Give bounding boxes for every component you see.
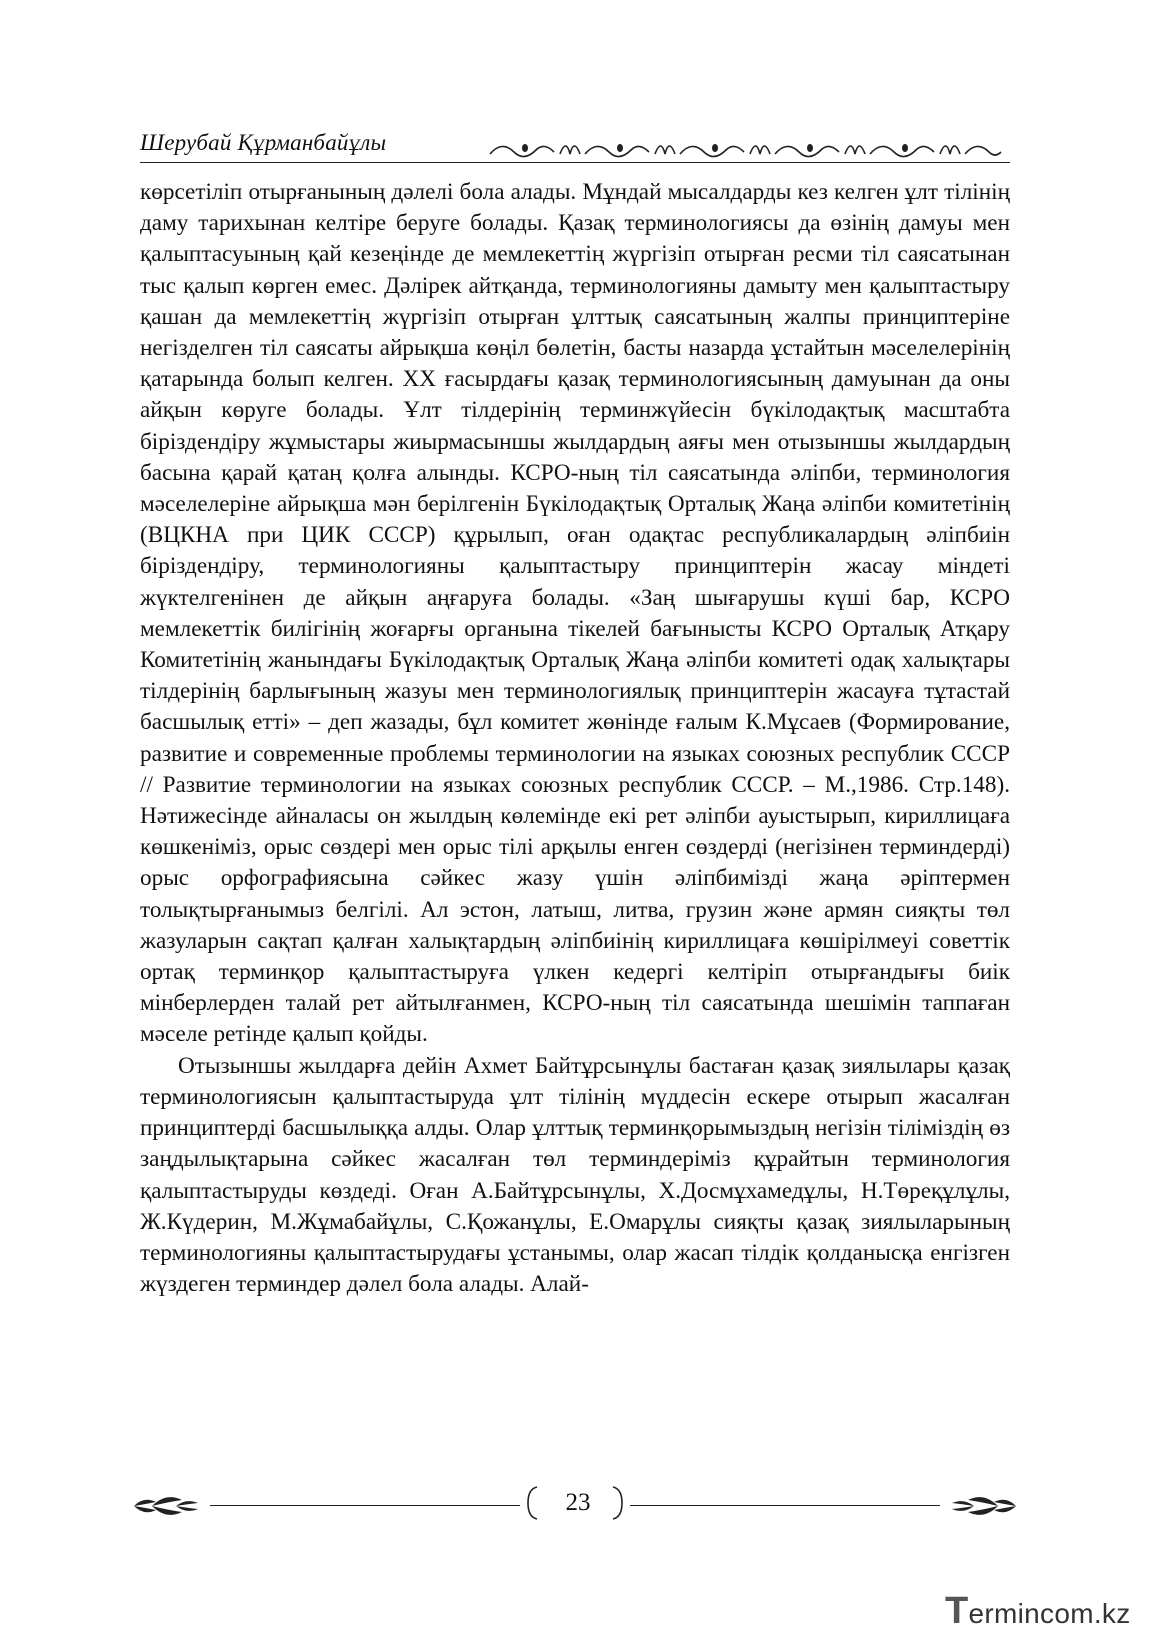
watermark-initial: T: [945, 1590, 969, 1632]
header-rule: [140, 162, 1010, 163]
leaf-ornament-left-icon: [132, 1489, 212, 1523]
paragraph-2: Отызыншы жылдарға дейін Ахмет Байтұрсынұлы бастаған қазақ зиялылары қазақ терминологиясын қалыптастыруда ұлт тілінің мүддесін ескере отырып жасалған принциптерді басшылыққа алды. Олар ұлттық терминқорымыздың негізін тіліміздің өз заңдылықтарына сәйкес жасалған төл терминдеріміз құрайтын терминология қалыптастыруды көздеді. Оған А.Байтұрсынұлы, Х.Досмұхамедұлы, Н.Төреқұлұлы, Ж.Күдерин, М.Жұмабайұлы, С.Қожанұлы, Е.Омарұлы сияқты қазақ зиялыларының терминологияны қалыптастырудағы ұстанымы, олар жасап тілдік қолданысқа енгізген жүздеген терминдер дәлел бола алады. Алай-: [140, 1052, 1010, 1298]
page-footer: [140, 1485, 1010, 1525]
footer-rule-left: [210, 1505, 520, 1506]
header-author: Шерубай Құрманбайұлы: [140, 130, 387, 155]
paragraph-1: көрсетіліп отырғанының дәлелі бола алады. Мұндай мысалдарды кез келген ұлт тілінің даму тарихынан келтіре беруге болады. Қазақ терминологиясы да өзінің дамуы мен қалыптасуының қай кезеңінде де мемлекеттің жүргізіп отырған ресми тіл саясатынан тыс қалып көрген емес. Дәлірек айтқанда, терминологияны дамыту мен қалыптастыру қашан да мемлекеттің жүргізіп отырған ұлттық саясатының жалпы принциптеріне негізделген тіл саясаты айрықша көңіл бөлетін, басты назарда ұстайтын мәселелерінің қатарында болып келген. ХХ ғасырдағы қазақ терминологиясының дамуынан да оны айқын көруге болады. Ұлт тілдерінің терминжүйесін бүкілодақтық масштабта біріздендіру жұмыстары жиырмасыншы жылдардың аяғы мен отызыншы жылдардың басына қарай қатаң қолға алынды. КСРО-ның тіл саясатында әліпби, терминология мәселелеріне айрықша мән берілгенін Бүкілодақтық Орталық Жаңа әліпби комитетінің (ВЦКНА при ЦИК СССР) құрылып, оған одақтас республикалардың әліпбиін біріздендіру, терминологияны қалыптастыру принциптерін жасау міндеті жүктелгенінен де айқын аңғаруға болады. «Заң шығарушы күші бар, КСРО мемлекеттік билігінің жоғарғы органына тікелей бағынысты КСРО Орталық Атқару Комитетінің жанындағы Бүкілодақтық Орталық Жаңа әліпби комитеті одақ халықтары тілдерінің барлығының жазуы мен терминологиялық принциптерін жасауға тұтастай басшылық етті» – деп жазады, бұл комитет жөнінде ғалым К.Мұсаев (Формирование, развитие и современные проблемы терминологии на языках союзных республик СССР // Развитие терминологии на языках союзных республик СССР. – М.,1986. Стр.148). Нәтижесінде айналасы он жылдың көлемінде екі рет әліпби ауыстырып, кириллицаға көшкеніміз, орыс сөздері мен орыс тілі арқылы енген сөздерді (негізінен терминдерді) орыс орфографиясына сәйкес жазу үшін әліпбимізді жаңа әріптермен толықтырғанымыз белгілі. Ал эстон, латыш, литва, грузин және армян сияқты төл жазуларын сақтап қалған халықтардың әліпбиінің кириллицаға көшірілмеуі советтік ортақ терминқор қалыптастыруға үлкен кедергі келтіріп отырғандығы биік мінберлерден талай рет айтылғанмен, КСРО-ның тіл саясатында шешімін таппаған мәселе ретінде қалып қойды.: [140, 179, 1010, 1048]
running-header: [140, 130, 1010, 166]
site-watermark: [945, 1590, 1131, 1630]
page-number-bracket-left: [525, 1485, 539, 1521]
page-number-bracket-right: [611, 1485, 625, 1521]
header-ornament: [485, 134, 1005, 164]
leaf-ornament-right-icon: [938, 1489, 1018, 1523]
page-number: 23: [565, 1489, 591, 1516]
watermark-text: ermincom.kz: [968, 1598, 1131, 1629]
body-text: [140, 177, 1010, 1300]
footer-rule-right: [630, 1505, 940, 1506]
